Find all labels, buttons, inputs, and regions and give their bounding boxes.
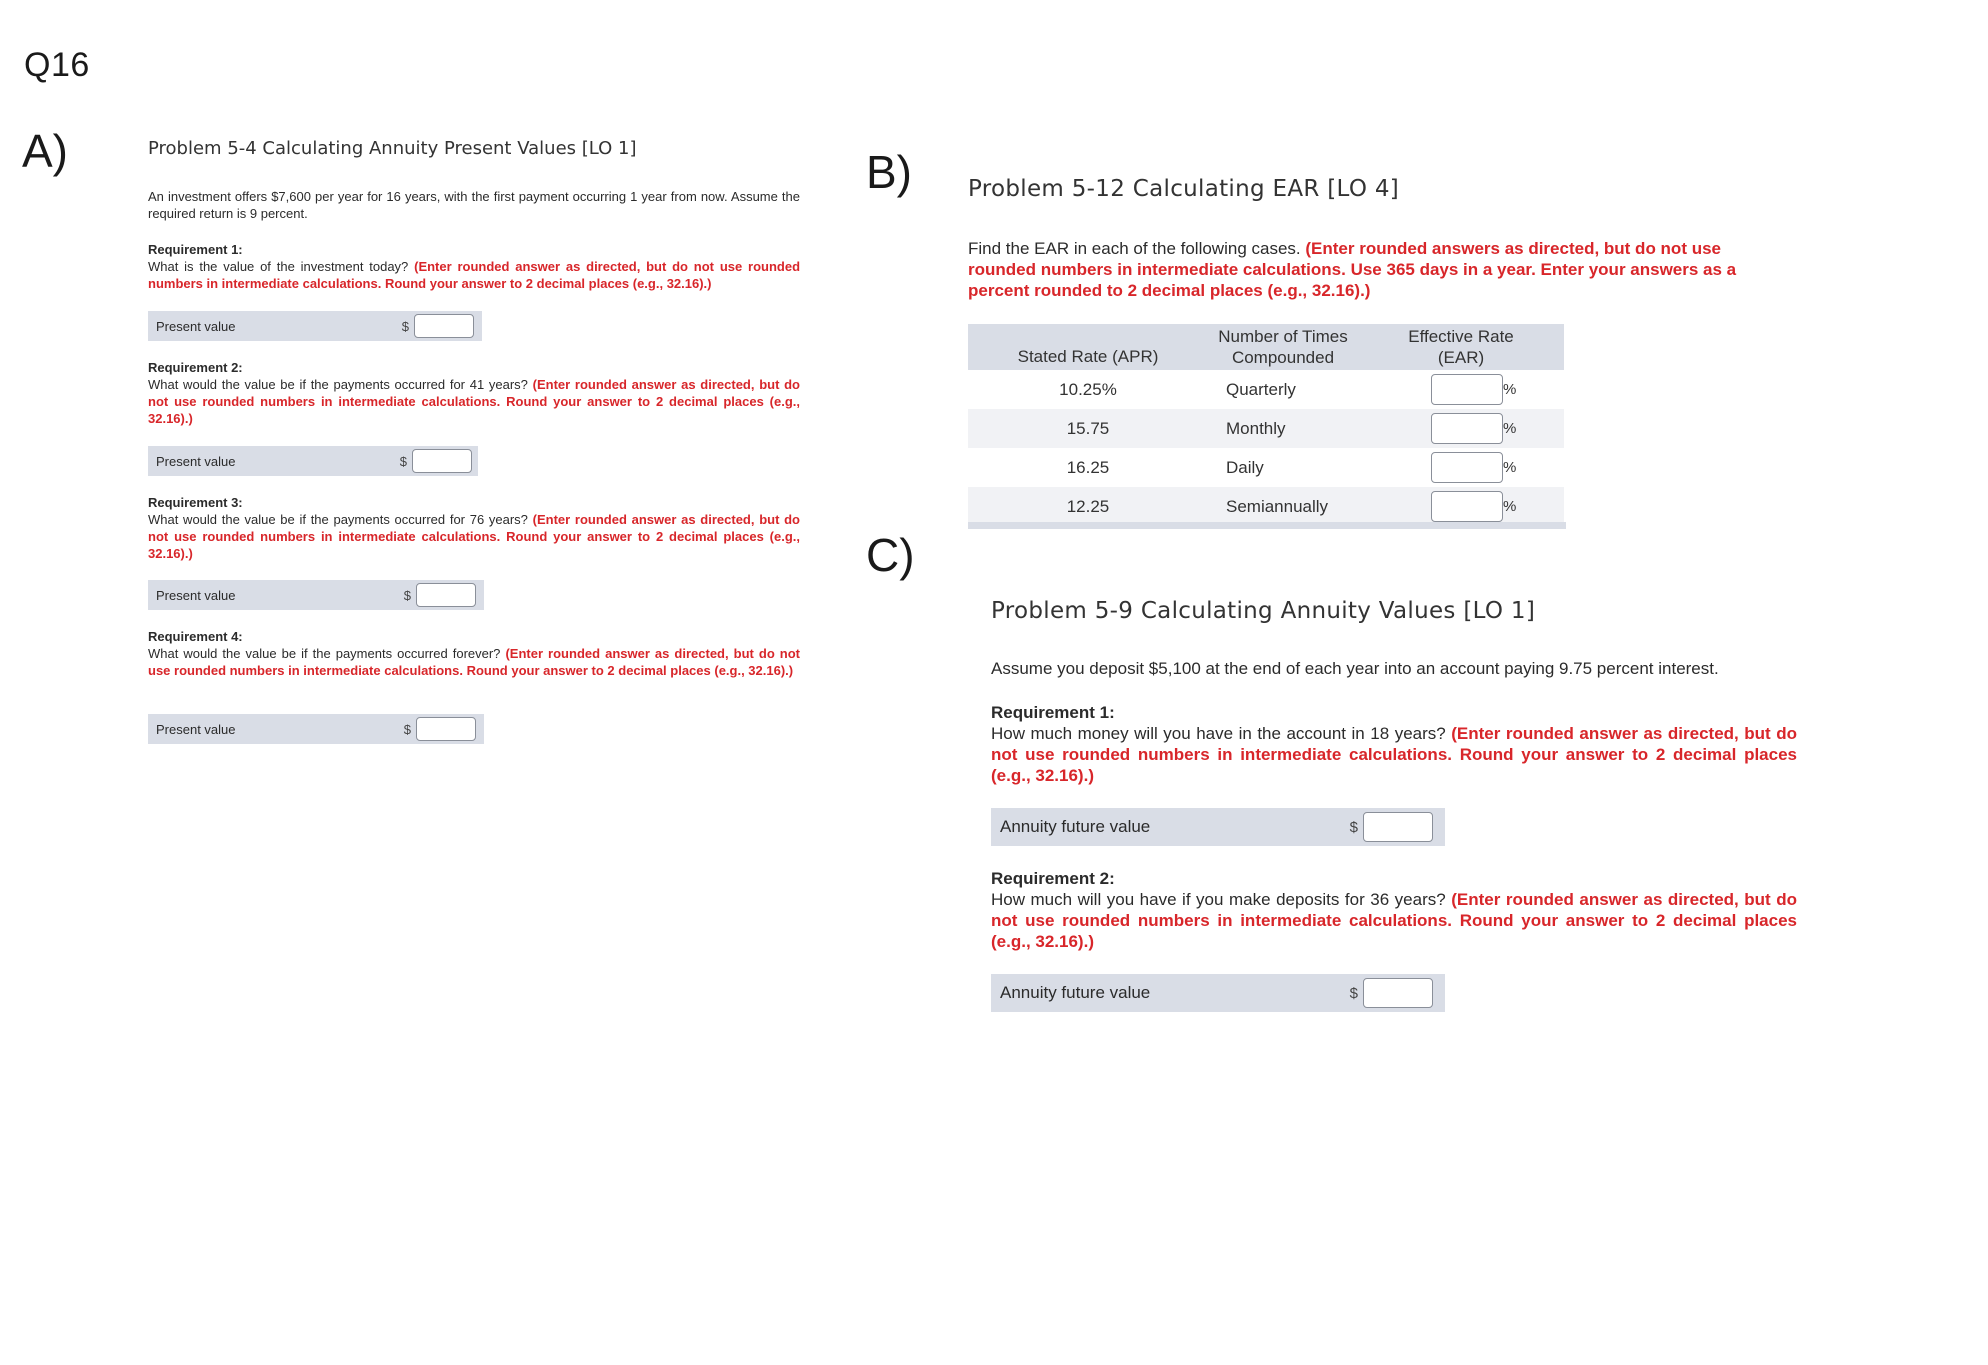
ear-cell (1358, 409, 1564, 448)
section-a-letter: A) (22, 125, 68, 177)
compounding-cell: Daily (1226, 457, 1264, 477)
ear-input-4[interactable] (1431, 491, 1503, 522)
section-c-title: Problem 5-9 Calculating Annuity Values [LO 1] (991, 598, 1536, 624)
stated-rate-cell: 10.25% (1059, 379, 1117, 399)
requirement-instruction: (Enter rounded answer as directed, but do not use rounded numbers in intermediate calculations. Round your answer to 2 decimal places (e.g., 32.16).) (991, 724, 1797, 785)
section-a-title: Problem 5-4 Calculating Annuity Present Values [LO 1] (148, 138, 637, 159)
percent-sign: % (1503, 381, 1517, 398)
ear-table-container (968, 324, 1564, 526)
requirement-instruction: (Enter rounded answer as directed, but do not use rounded numbers in intermediate calculations. Round your answer to 2 decimal places (e.g., 32.16).) (991, 890, 1798, 951)
header-times-compounded: Number of Times Compounded (1208, 324, 1358, 370)
section-a-answer-row-1 (148, 311, 482, 341)
currency-symbol: $ (401, 318, 409, 334)
section-c-answer-row-1 (991, 808, 1445, 846)
section-a-answer-row-3 (148, 580, 484, 610)
table-bottom-bar (968, 522, 1566, 529)
present-value-input-3[interactable] (416, 583, 476, 607)
section-a-intro: An investment offers $7,600 per year for 16 years, with the first payment occurring 1 year from now. Assume the required return is 9 percent. (148, 189, 800, 221)
percent-sign: % (1503, 498, 1517, 515)
section-b-intro: Find the EAR in each of the following cases. (968, 239, 1301, 258)
section-b-intro-block (968, 238, 1768, 301)
section-b-letter: B) (866, 146, 912, 198)
present-value-label: Present value (156, 587, 236, 603)
requirement-instruction: (Enter rounded answer as directed, but do not use rounded numbers in intermediate calculations. Round your answer to 2 decimal places (e.g., 32.16).) (148, 512, 801, 561)
section-a-answer-row-2 (148, 446, 478, 476)
section-c-letter: C) (866, 529, 915, 581)
requirement-question: What would the value be if the payments occurred for 41 years? (148, 377, 528, 392)
section-a-answer-row-4 (148, 714, 484, 744)
table-row (968, 409, 1564, 448)
present-value-input-4[interactable] (416, 717, 476, 741)
ear-input-1[interactable] (1431, 374, 1503, 405)
compounding-cell: Quarterly (1226, 379, 1296, 399)
requirement-label: Requirement 1: (148, 242, 243, 257)
section-b-title: Problem 5-12 Calculating EAR [LO 4] (968, 176, 1400, 202)
section-c-answer-row-2 (991, 974, 1445, 1012)
section-a-requirement-2 (148, 359, 800, 427)
table-row (968, 370, 1564, 409)
section-a-requirement-3 (148, 494, 800, 562)
currency-symbol: $ (403, 587, 411, 603)
ear-input-2[interactable] (1431, 413, 1503, 444)
requirement-label: Requirement 2: (148, 360, 243, 375)
requirement-label: Requirement 4: (148, 629, 243, 644)
present-value-label: Present value (156, 453, 236, 469)
ear-cell (1358, 370, 1564, 409)
stated-rate-cell: 12.25 (968, 487, 1208, 526)
requirement-instruction: (Enter rounded answer as directed, but do not use rounded numbers in intermediate calculations. Round your answer to 2 decimal places (e.g., 32.16).) (148, 377, 801, 426)
header-stated-rate: Stated Rate (APR) (968, 324, 1208, 370)
currency-symbol: $ (403, 721, 411, 737)
annuity-future-value-input-1[interactable] (1363, 812, 1433, 842)
ear-cell (1358, 448, 1564, 487)
requirement-label: Requirement 2: (991, 869, 1115, 888)
compounding-cell: Semiannually (1208, 487, 1358, 526)
present-value-label: Present value (156, 318, 236, 334)
section-a-requirement-1 (148, 241, 800, 292)
question-label: Q16 (24, 46, 90, 84)
requirement-question: What would the value be if the payments occurred forever? (148, 646, 501, 661)
stated-rate-cell: 15.75 (968, 409, 1208, 448)
present-value-label: Present value (156, 721, 236, 737)
section-c-requirement-2 (991, 868, 1797, 952)
requirement-question: What would the value be if the payments occurred for 76 years? (148, 512, 528, 527)
annuity-future-value-label: Annuity future value (1000, 817, 1151, 836)
annuity-future-value-input-2[interactable] (1363, 978, 1433, 1008)
requirement-question: How much money will you have in the account in 18 years? (991, 724, 1446, 743)
percent-sign: % (1503, 459, 1517, 476)
section-c-intro: Assume you deposit $5,100 at the end of each year into an account paying 9.75 percent interest. (991, 659, 1719, 678)
header-effective-rate: Effective Rate (EAR) (1358, 324, 1564, 370)
annuity-future-value-label: Annuity future value (1000, 983, 1151, 1002)
requirement-label: Requirement 1: (991, 703, 1115, 722)
currency-symbol: $ (399, 453, 407, 469)
section-a-requirement-4 (148, 628, 800, 679)
present-value-input-1[interactable] (414, 314, 474, 338)
percent-sign: % (1503, 420, 1517, 437)
currency-symbol: $ (1349, 984, 1358, 1002)
requirement-instruction: (Enter rounded answer as directed, but do not use rounded numbers in intermediate calculations. Round your answer to 2 decimal places (e.g., 32.16).) (148, 646, 801, 678)
present-value-input-2[interactable] (412, 449, 472, 473)
section-b-instruction: (Enter rounded answers as directed, but do not use rounded numbers in intermediate calculations. Use 365 days in a year. Enter your answers as a percent rounded to 2 decimal places (e.g., 32.16).) (968, 239, 1737, 300)
ear-input-3[interactable] (1431, 452, 1503, 483)
ear-cell (1358, 487, 1564, 526)
table-row (968, 448, 1564, 487)
stated-rate-cell: 16.25 (1066, 457, 1110, 477)
compounding-cell: Monthly (1208, 409, 1358, 448)
requirement-instruction: (Enter rounded answer as directed, but do not use rounded numbers in intermediate calculations. Round your answer to 2 decimal places (e.g., 32.16).) (148, 259, 801, 291)
currency-symbol: $ (1349, 818, 1358, 836)
requirement-question: How much will you have if you make deposits for 36 years? (991, 890, 1446, 909)
table-row (968, 487, 1564, 526)
ear-table (968, 324, 1564, 526)
requirement-label: Requirement 3: (148, 495, 243, 510)
requirement-question: What is the value of the investment today? (148, 259, 409, 274)
section-c-requirement-1 (991, 702, 1797, 786)
